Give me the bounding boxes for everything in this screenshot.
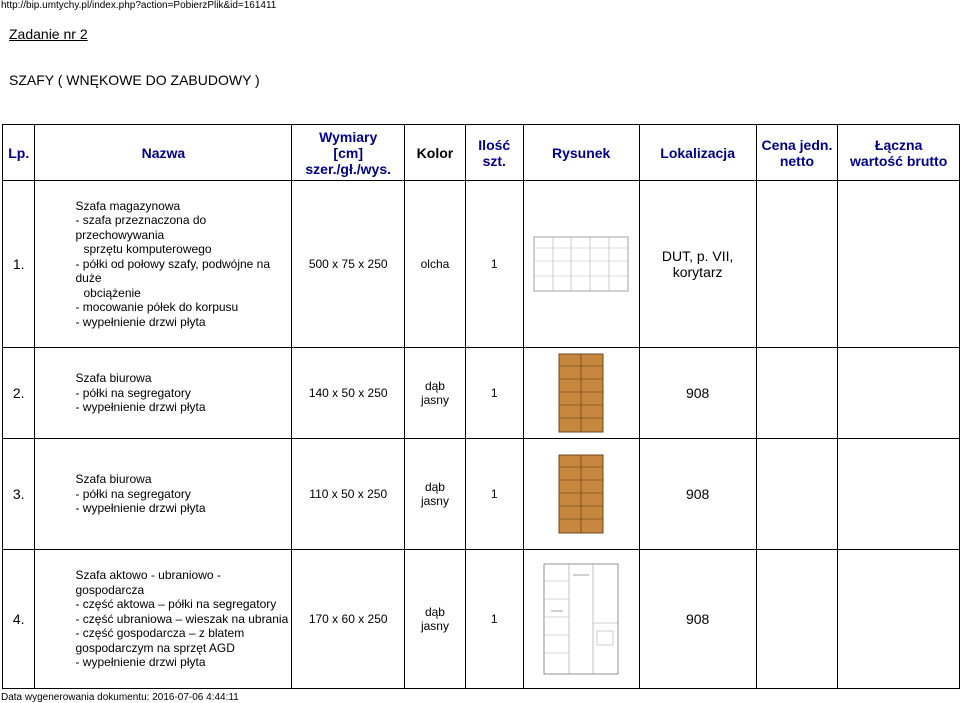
row-wymiary: 110 x 50 x 250: [292, 439, 405, 550]
row-nazwa: Szafa magazynowa - szafa przeznaczona do przechowywania sprzętu komputerowego - półki od połowy szafy, podwójne na duże obciążenie - mocowanie półek do korpusu - wypełnienie drzwi płyta: [35, 181, 292, 348]
row-nazwa: Szafa aktowo - ubraniowo - gospodarcza - część aktowa – półki na segregatory - część ubraniowa – wieszak na ubrania - część gospodarcza – z blatem gospodarczym na sprzęt AGD - wypełnienie drzwi płyta: [35, 550, 292, 689]
table-row: [3, 439, 960, 550]
row-nazwa: Szafa biurowa - półki na segregatory - wypełnienie drzwi płyta: [35, 439, 292, 550]
combo-cabinet-drawing-image: [543, 563, 619, 675]
row-rysunek: [523, 181, 639, 348]
bookcase-image: [558, 353, 604, 433]
row-wymiary: 140 x 50 x 250: [292, 348, 405, 439]
row-ilosc: 1: [465, 550, 523, 689]
col-wymiary: Wymiary [cm] szer./gł./wys.: [292, 125, 405, 181]
items-table: [2, 124, 960, 689]
row-ilosc: 1: [465, 348, 523, 439]
table-row: [3, 550, 960, 689]
section-title: SZAFY ( WNĘKOWE DO ZABUDOWY ): [9, 72, 260, 88]
row-wymiary: 170 x 60 x 250: [292, 550, 405, 689]
col-laczna: Łączna wartość brutto: [838, 125, 960, 181]
row-laczna: [838, 550, 960, 689]
row-kolor: olcha: [405, 181, 466, 348]
col-lp: Lp.: [3, 125, 35, 181]
row-lokalizacja: 908: [639, 439, 756, 550]
table-row: [3, 348, 960, 439]
row-lp: 3.: [3, 439, 35, 550]
bookcase-image: [558, 454, 604, 534]
col-lokalizacja: Lokalizacja: [639, 125, 756, 181]
zadanie-heading: Zadanie nr 2: [9, 26, 88, 42]
table-header-row: [3, 125, 960, 181]
row-ilosc: 1: [465, 181, 523, 348]
cabinet-drawing-image: [533, 236, 629, 292]
row-lokalizacja: 908: [639, 348, 756, 439]
row-lp: 4.: [3, 550, 35, 689]
row-kolor: dąb jasny: [405, 348, 466, 439]
row-lp: 1.: [3, 181, 35, 348]
table-row: [3, 181, 960, 348]
col-nazwa: Nazwa: [35, 125, 292, 181]
row-cena: [756, 348, 838, 439]
col-cena: Cena jedn. netto: [756, 125, 838, 181]
row-cena: [756, 439, 838, 550]
row-cena: [756, 181, 838, 348]
source-url: http://bip.umtychy.pl/index.php?action=PobierzPlik&id=161411: [1, 0, 277, 11]
generation-footer: Data wygenerowania dokumentu: 2016-07-06 4:44:11: [1, 692, 239, 703]
row-laczna: [838, 348, 960, 439]
row-wymiary: 500 x 75 x 250: [292, 181, 405, 348]
row-kolor: dąb jasny: [405, 550, 466, 689]
row-lokalizacja: 908: [639, 550, 756, 689]
row-rysunek: [523, 439, 639, 550]
row-kolor: dąb jasny: [405, 439, 466, 550]
col-ilosc: Ilość szt.: [465, 125, 523, 181]
row-laczna: [838, 439, 960, 550]
row-lokalizacja: DUT, p. VII, korytarz: [639, 181, 756, 348]
row-rysunek: [523, 348, 639, 439]
row-rysunek: [523, 550, 639, 689]
col-rysunek: Rysunek: [523, 125, 639, 181]
row-cena: [756, 550, 838, 689]
col-kolor: Kolor: [405, 125, 466, 181]
row-ilosc: 1: [465, 439, 523, 550]
row-laczna: [838, 181, 960, 348]
row-lp: 2.: [3, 348, 35, 439]
row-nazwa: Szafa biurowa - półki na segregatory - wypełnienie drzwi płyta: [35, 348, 292, 439]
